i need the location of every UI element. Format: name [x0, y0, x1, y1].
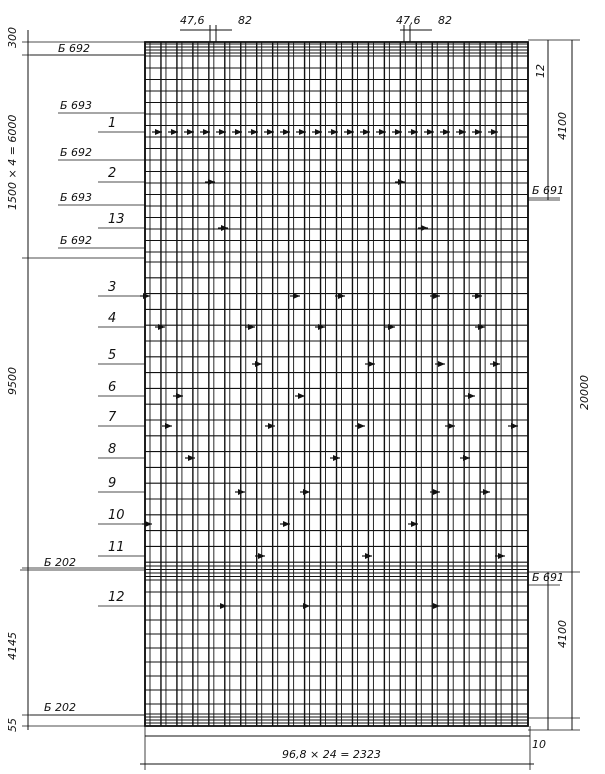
left-dimension-chain — [6, 27, 145, 732]
arrow-head — [459, 129, 466, 135]
arrow-head — [427, 129, 434, 135]
left-dim-middle: 9500 — [6, 367, 19, 395]
top-dim-b: 82 — [238, 14, 252, 27]
row-number: 7 — [108, 410, 117, 425]
label-b691-b: Б 691 — [532, 571, 565, 584]
label-b202-b: Б 202 — [44, 701, 77, 714]
right-dim-upper: 4100 — [556, 112, 569, 140]
top-dim-d: 82 — [438, 14, 452, 27]
arrow-head — [433, 603, 440, 609]
left-dim-upper: 1500 × 4 = 6000 — [6, 114, 19, 210]
row-number: 6 — [108, 380, 117, 395]
reinforcement-mesh — [145, 42, 528, 726]
label-b693-b: Б 693 — [60, 191, 93, 204]
arrow-head — [368, 361, 375, 367]
row-number: 13 — [108, 212, 125, 227]
row-number: 8 — [108, 442, 117, 457]
right-dim-small-top: 12 — [534, 64, 547, 78]
row-number: 5 — [108, 348, 117, 363]
arrow-head — [145, 521, 152, 527]
arrow-head — [483, 489, 490, 495]
arrow-head — [303, 603, 310, 609]
mesh-labels — [20, 42, 564, 715]
arrow-head — [433, 489, 440, 495]
arrow-head — [303, 489, 310, 495]
label-b691-a: Б 691 — [532, 184, 565, 197]
left-dim-top: 300 — [6, 27, 19, 48]
arrow-head — [188, 455, 195, 461]
right-dimension-chain — [528, 40, 591, 751]
arrow-head — [443, 129, 450, 135]
top-dim-a: 47,6 — [180, 14, 205, 27]
arrow-head — [448, 423, 455, 429]
top-dim-c: 47,6 — [396, 14, 421, 27]
top-dimension — [180, 14, 452, 42]
bottom-dimension — [140, 726, 534, 770]
label-b692-mid: Б 692 — [60, 146, 93, 159]
row-number-labels — [98, 116, 145, 606]
arrow-head — [358, 423, 365, 429]
arrow-head — [220, 603, 227, 609]
arrow-head — [468, 393, 475, 399]
bar-arrows — [140, 129, 518, 609]
arrow-head — [421, 225, 428, 231]
arrow-head — [238, 489, 245, 495]
row-number: 2 — [108, 166, 117, 181]
row-number: 9 — [108, 476, 117, 491]
row-number: 4 — [108, 311, 117, 326]
row-number: 1 — [108, 116, 117, 131]
label-b202-a: Б 202 — [44, 556, 77, 569]
row-number: 10 — [108, 508, 125, 523]
arrow-head — [398, 179, 405, 185]
left-dim-bottom: 55 — [6, 718, 19, 732]
label-b692-top: Б 692 — [58, 42, 91, 55]
arrow-head — [438, 361, 445, 367]
bottom-dim-text: 96,8 × 24 = 2323 — [282, 748, 381, 761]
label-b693-a: Б 693 — [60, 99, 93, 112]
right-dim-small-bottom: 10 — [532, 738, 546, 751]
left-dim-lower: 4145 — [6, 632, 19, 660]
row-number: 3 — [108, 280, 117, 295]
arrow-head — [165, 423, 172, 429]
right-dim-lower: 4100 — [556, 620, 569, 648]
arrow-head — [268, 423, 275, 429]
label-b692-low: Б 692 — [60, 234, 93, 247]
right-dim-total: 20000 — [578, 375, 591, 410]
arrow-head — [475, 129, 482, 135]
row-number: 11 — [108, 540, 125, 555]
row-number: 12 — [108, 590, 125, 605]
arrow-head — [491, 129, 498, 135]
arrow-head — [255, 361, 262, 367]
